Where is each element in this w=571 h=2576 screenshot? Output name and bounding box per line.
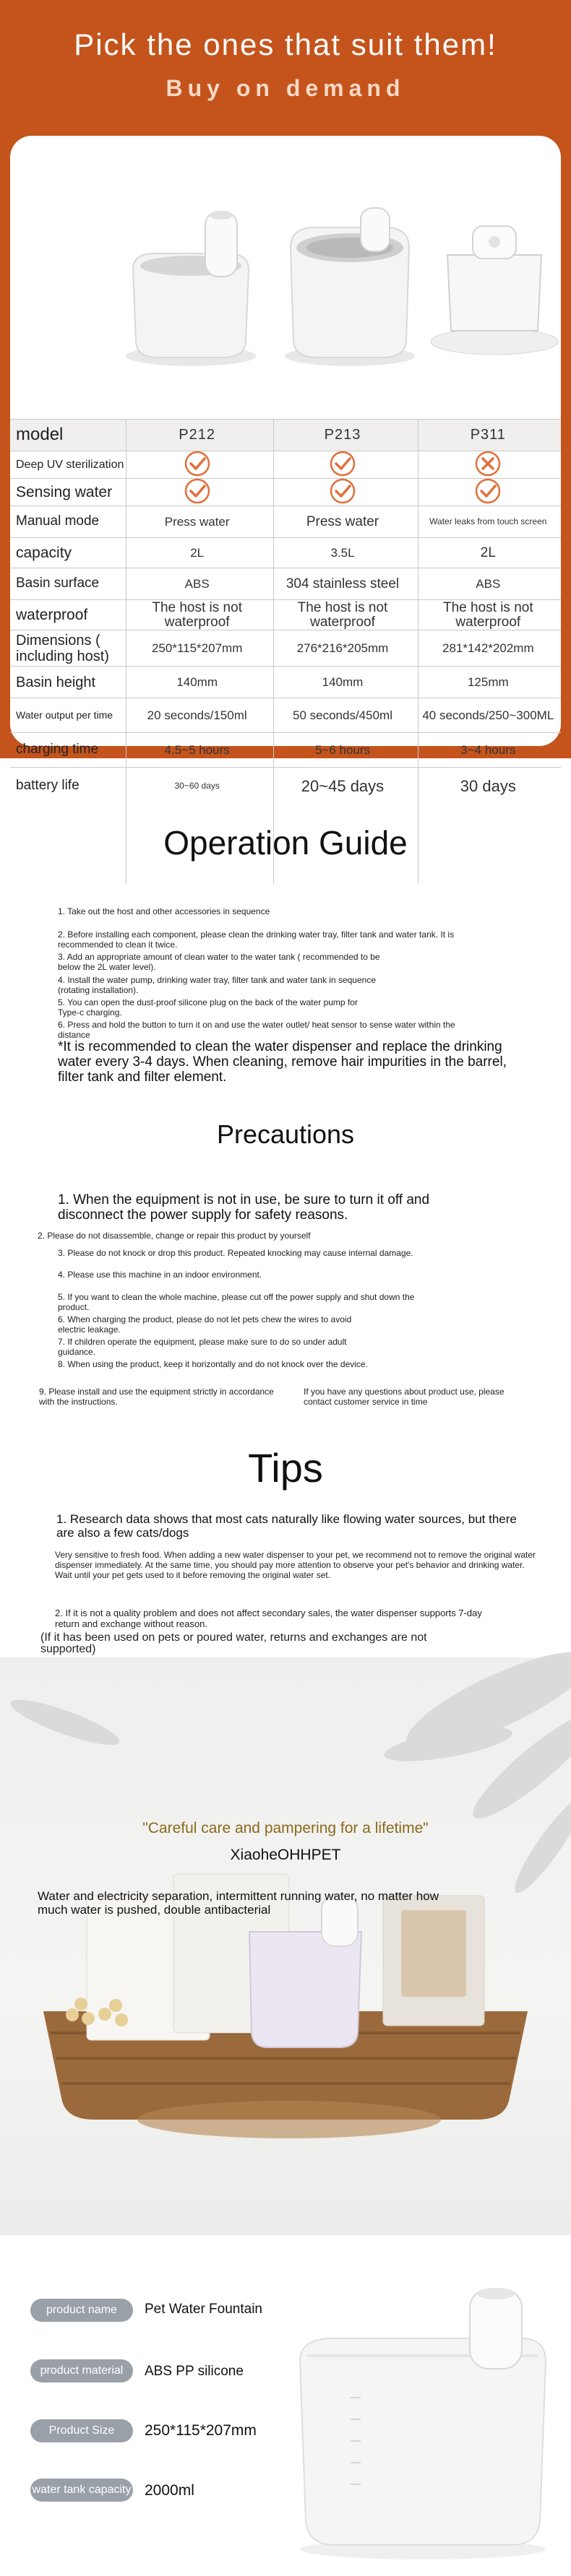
table-cell: ABS (184, 576, 210, 591)
tips-paragraph-3: 2. If it is not a quality problem and does not affect secondary sales, the water dispenser supports 7-day return and exchange without reason. (55, 1608, 482, 1630)
table-row (10, 506, 561, 537)
product-fountain-image (286, 2275, 557, 2564)
spec-tag-capacity: water tank capacity (30, 2479, 133, 2502)
product-image-p311 (429, 150, 559, 417)
table-cell: 140mm (322, 675, 364, 689)
table-row (10, 451, 561, 478)
table-cell: 30 days (460, 776, 516, 795)
table-cell: Press water (164, 514, 230, 529)
table-cell: 276*216*205mm (296, 641, 389, 655)
table-row (10, 767, 561, 805)
guide-step-1: 1. Take out the host and other accessories in sequence (58, 906, 270, 916)
tips-title: Tips (248, 1445, 323, 1491)
guide-step-4: 4. Install the water pump, drinking water tray, filter tank and water tank in sequence (rotating installation). (58, 975, 377, 996)
table-row (10, 698, 561, 732)
model-p311: P311 (470, 427, 506, 443)
table-cell: Water leaks from touch screen (429, 516, 547, 527)
brand-slogan: "Careful care and pampering for a lifetime" (142, 1820, 429, 1836)
table-cell: Press water (306, 513, 379, 529)
table-cell: The host is not waterproof (443, 599, 533, 630)
row-label: Manual mode (16, 513, 100, 529)
guide-note: *It is recommended to clean the water dispenser and replace the drinking water every 3-4 days. When cleaning, remove hair impurities in the barrel, filter tank and filter element. (58, 1039, 507, 1085)
check-icon (270, 477, 415, 508)
model-p213: P213 (324, 427, 361, 443)
guide-step-5: 5. You can open the dust-proof silicone plug on the back of the water pump for Type-c charging. (58, 997, 358, 1018)
comparison-title: Pick the ones that suit them! (74, 27, 497, 61)
table-cell: The host is not waterproof (297, 599, 388, 630)
spec-tag-product-name: product name (30, 2299, 133, 2322)
table-header-row (10, 419, 561, 451)
table-cell: 2L (480, 545, 496, 560)
table-row (10, 568, 561, 599)
spec-value-product-name: Pet Water Fountain (145, 2302, 262, 2317)
row-label: charging time (16, 742, 99, 758)
comparison-card (10, 136, 561, 795)
brand-description: Water and electricity separation, intermittent running water, no matter how much water is pushed, double antibacterial (38, 1889, 439, 1917)
model-p212: P212 (179, 427, 216, 443)
row-label: Sensing water (16, 483, 113, 500)
precaution-4: 4. Please use this machine in an indoor environment. (58, 1270, 262, 1280)
table-row (10, 478, 561, 506)
spec-value-material: ABS PP silicone (145, 2364, 244, 2379)
table-cell: 125mm (467, 675, 509, 689)
table-cell: 20~45 days (301, 776, 385, 795)
row-label: waterproof (16, 606, 88, 623)
table-cell: 50 seconds/450ml (293, 708, 392, 722)
row-label: Basin height (16, 674, 96, 690)
precaution-2: 2. Please do not disassemble, change or repair this product by yourself (38, 1231, 311, 1241)
tips-paragraph-1: 1. Research data shows that most cats naturally like flowing water sources, but there are also a few cats/dogs (56, 1512, 517, 1540)
check-icon (124, 477, 270, 508)
operation-guide-title: Operation Guide (163, 824, 408, 862)
tips-paragraph-2: Very sensitive to fresh food. When adding a new water dispenser to your pet, we recommend not to remove the original water dispenser immediately. At the same time, you should pay more attention to observe your pet's behavior and drinking water. Wait until your pet gets used to it before removing the original water set. (55, 1550, 536, 1581)
table-row (10, 599, 561, 630)
guide-step-2: 2. Before installing each component, please clean the drinking water tray, filter tank and water tank. It is recommended to clean it twice. (58, 929, 455, 950)
lifestyle-photo (0, 1657, 571, 2235)
row-label: battery life (16, 778, 80, 794)
row-label: capacity (16, 544, 72, 561)
check-icon (416, 477, 561, 508)
table-cell: The host is not waterproof (152, 599, 242, 630)
spec-value-size: 250*115*207mm (145, 2422, 257, 2439)
table-cell: 304 stainless steel (286, 576, 400, 591)
precaution-5: 5. If you want to clean the whole machine, please cut off the power supply and shut down the product. (58, 1292, 415, 1313)
guide-step-6: 6. Press and hold the button to turn it on and use the water outlet/ heat sensor to sense water within the distance (58, 1020, 455, 1041)
table-cell: 2L (190, 545, 205, 560)
precaution-8: 8. When using the product, keep it horizontally and do not knock over the device. (58, 1359, 368, 1369)
table-cell: 30~60 days (174, 781, 220, 792)
table-cell: 250*115*207mm (151, 641, 243, 655)
precaution-9: 9. Please install and use the equipment strictly in accordance with the instructions. (39, 1387, 274, 1408)
spec-tag-size: Product Size (30, 2419, 133, 2442)
precaution-7: 7. If children operate the equipment, please make sure to do so under adult guidance. (58, 1337, 347, 1358)
table-cell: 5~6 hours (314, 742, 371, 757)
precaution-3: 3. Please do not knock or drop this product. Repeated knocking may cause internal damage. (58, 1248, 413, 1258)
table-cell: 40 seconds/250~300ML (422, 708, 554, 722)
row-label: Deep UV sterilization (16, 458, 124, 471)
table-cell: 4.5~5 hours (164, 742, 230, 757)
table-cell: 281*142*202mm (442, 641, 534, 655)
table-cell: 3~4 hours (460, 742, 516, 757)
precautions-title: Precautions (216, 1119, 355, 1149)
table-row (10, 537, 561, 568)
table-row (10, 630, 561, 666)
product-image-p212 (119, 150, 263, 417)
row-label: Dimensions ( including host) (16, 632, 109, 664)
precaution-contact: If you have any questions about product use, please contact customer service in time (304, 1387, 505, 1408)
row-label: Water output per time (16, 708, 113, 721)
precaution-6: 6. When charging the product, please do not let pets chew the wires to avoid electric leakage. (58, 1314, 352, 1335)
tips-paragraph-4: (If it has been used on pets or poured water, returns and exchanges are not supported) (40, 1631, 427, 1655)
comparison-subtitle: Buy on demand (166, 75, 405, 101)
column-divider (273, 419, 274, 883)
comparison-section (0, 0, 571, 795)
table-cell: 20 seconds/150ml (147, 708, 247, 722)
model-label: model (16, 425, 64, 445)
table-row (10, 666, 561, 698)
precaution-1: 1. When the equipment is not in use, be sure to turn it off and disconnect the power supply for safety reasons. (58, 1192, 430, 1223)
product-image-p213 (278, 150, 422, 417)
brand-name: XiaoheOHHPET (230, 1847, 341, 1863)
table-row (10, 732, 561, 767)
row-label: Basin surface (16, 576, 100, 591)
table-cell: 3.5L (330, 545, 355, 560)
spec-value-capacity: 2000ml (145, 2482, 194, 2499)
guide-step-3: 3. Add an appropriate amount of clean water to the water tank ( recommended to be below the 2L water level). (58, 952, 380, 973)
table-cell: 140mm (176, 675, 218, 689)
table-cell: ABS (476, 576, 501, 591)
spec-tag-material: product material (30, 2359, 133, 2382)
